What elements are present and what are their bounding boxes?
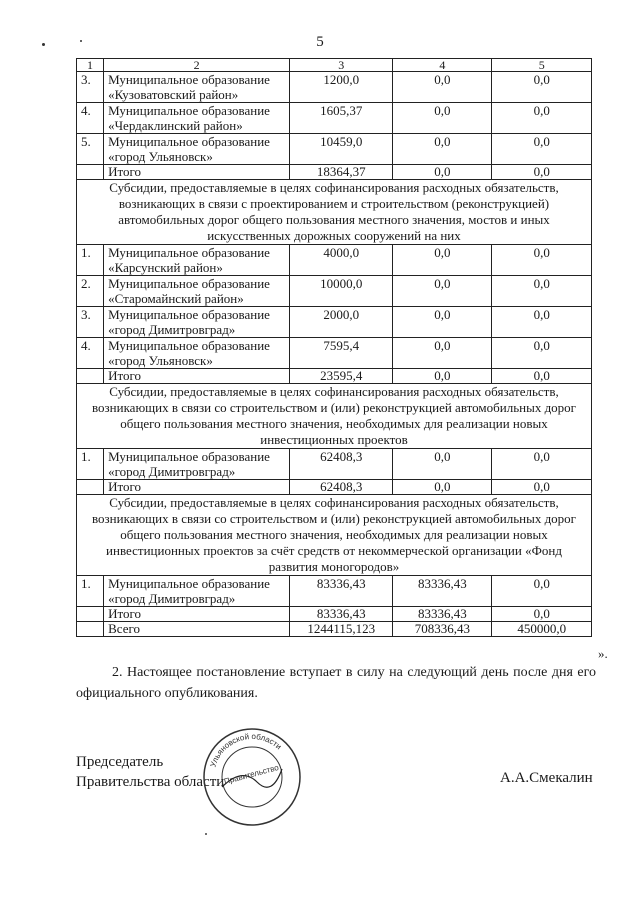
total-col5: 450000,0 [492,622,592,637]
stamp-center-text: Правительство [223,762,280,787]
total-col3: 1244115,123 [290,622,393,637]
total-col3: 18364,37 [290,165,393,180]
total-col4: 83336,43 [393,607,492,622]
section-title-row [77,495,592,576]
value-col4: 0,0 [393,72,492,103]
value-col4: 83336,43 [393,576,492,607]
paragraph-2: 2. Настоящее постановление вступает в силу на следующий день после дня его официального опубликования. [76,665,596,701]
municipality-name: Муниципальное образование «город Димитровград» [104,307,290,338]
total-col4: 0,0 [393,480,492,495]
value-col3: 4000,0 [290,245,393,276]
subtotal-row [77,369,592,384]
subtotal-row [77,607,592,622]
header-cell: 2 [104,59,290,72]
section-title-row [77,180,592,245]
signature-title-line1: Председатель [76,754,164,770]
subtotal-row [77,165,592,180]
row-number: 4. [77,103,104,134]
total-label: Итого [104,607,290,622]
value-col4: 0,0 [393,276,492,307]
empty-cell [77,480,104,495]
section-title: Субсидии, предоставляемые в целях софинансирования расходных обязательств, возникающих в связи с проектированием и строительством (реконструкцией) автомобильных дорог общего пользования местного значения, мостов и иных искусственных дорожных сооружений на них [77,180,592,245]
value-col3: 10000,0 [290,276,393,307]
value-col3: 2000,0 [290,307,393,338]
value-col3: 62408,3 [290,449,393,480]
subtotal-row [77,480,592,495]
value-col3: 1200,0 [290,72,393,103]
value-col3: 83336,43 [290,576,393,607]
value-col5: 0,0 [492,245,592,276]
total-label: Итого [104,165,290,180]
row-number: 2. [77,276,104,307]
page-number: 5 [316,34,324,50]
value-col5: 0,0 [492,449,592,480]
section-title: Субсидии, предоставляемые в целях софинансирования расходных обязательств, возникающих в связи со строительством и (или) реконструкцией автомобильных дорог общего пользования местного значения, необходимых для реализации новых инвестиционных проектов [77,384,592,449]
value-col5: 0,0 [492,276,592,307]
value-col5: 0,0 [492,103,592,134]
row-number: 1. [77,245,104,276]
row-number: 1. [77,576,104,607]
total-label: Всего [104,622,290,637]
total-col3: 23595,4 [290,369,393,384]
table-row [77,245,592,276]
row-number: 5. [77,134,104,165]
value-col4: 0,0 [393,449,492,480]
stamp-ring-text: Ульяновской области [208,731,284,769]
table-row [77,103,592,134]
total-col4: 708336,43 [393,622,492,637]
grand-total-row [77,622,592,637]
table-row [77,276,592,307]
header-cell: 4 [393,59,492,72]
value-col5: 0,0 [492,307,592,338]
official-stamp [202,727,302,827]
signatory-name: А.А.Смекалин [500,770,593,786]
value-col5: 0,0 [492,338,592,369]
total-label: Итого [104,369,290,384]
total-col3: 62408,3 [290,480,393,495]
margin-dot [205,833,207,835]
empty-cell [77,607,104,622]
section-title: Субсидии, предоставляемые в целях софинансирования расходных обязательств, возникающих в связи со строительством и (или) реконструкцией автомобильных дорог общего пользования местного значения, необходимых для реализации новых инвестиционных проектов за счёт средств от некоммерческой организации «Фонд развития моногородов» [77,495,592,576]
row-number: 4. [77,338,104,369]
header-cell: 3 [290,59,393,72]
table-row [77,338,592,369]
header-cell: 5 [492,59,592,72]
value-col5: 0,0 [492,576,592,607]
row-number: 3. [77,307,104,338]
total-col4: 0,0 [393,369,492,384]
table-row [77,576,592,607]
value-col4: 0,0 [393,103,492,134]
total-col5: 0,0 [492,369,592,384]
municipality-name: Муниципальное образование «Чердаклинский район» [104,103,290,134]
value-col4: 0,0 [393,307,492,338]
table-row [77,134,592,165]
section-title-row [77,384,592,449]
value-col3: 1605,37 [290,103,393,134]
total-col4: 0,0 [393,165,492,180]
municipality-name: Муниципальное образование «город Димитровград» [104,449,290,480]
table-row [77,449,592,480]
value-col5: 0,0 [492,72,592,103]
total-col5: 0,0 [492,165,592,180]
table-row [77,72,592,103]
municipality-name: Муниципальное образование «Кузоватовский район» [104,72,290,103]
signature-title-line2: Правительства области [76,774,225,790]
total-col5: 0,0 [492,480,592,495]
value-col5: 0,0 [492,134,592,165]
municipality-name: Муниципальное образование «Карсунский район» [104,245,290,276]
subsidy-table [76,58,592,637]
municipality-name: Муниципальное образование «город Ульяновск» [104,134,290,165]
value-col3: 10459,0 [290,134,393,165]
empty-cell [77,165,104,180]
row-number: 1. [77,449,104,480]
total-col3: 83336,43 [290,607,393,622]
empty-cell [77,369,104,384]
row-number: 3. [77,72,104,103]
value-col4: 0,0 [393,245,492,276]
value-col4: 0,0 [393,134,492,165]
municipality-name: Муниципальное образование «город Димитровград» [104,576,290,607]
closing-quote: ». [598,646,608,661]
municipality-name: Муниципальное образование «город Ульяновск» [104,338,290,369]
empty-cell [77,622,104,637]
value-col4: 0,0 [393,338,492,369]
value-col3: 7595,4 [290,338,393,369]
table-row [77,307,592,338]
table-header-row [77,59,592,72]
total-label: Итого [104,480,290,495]
municipality-name: Муниципальное образование «Старомайнский район» [104,276,290,307]
total-col5: 0,0 [492,607,592,622]
header-cell: 1 [77,59,104,72]
